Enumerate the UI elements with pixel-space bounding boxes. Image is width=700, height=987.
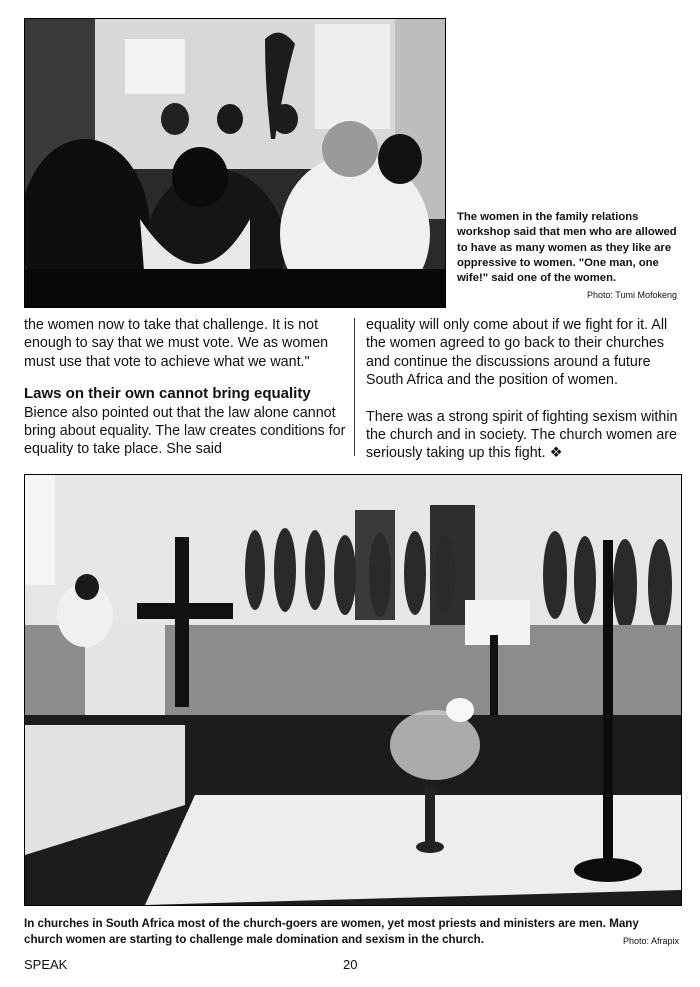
workshop-photo-credit: Photo: Tumi Mofokeng (586, 290, 677, 301)
church-photo-image (25, 475, 681, 905)
article-left-column (24, 316, 346, 459)
article-subheading: Laws on their own cannot bring equality (24, 385, 311, 403)
workshop-photo (24, 18, 446, 308)
right-paragraph-1: equality will only come about if we fight for it. All the women agreed to go back to their churches and continue the discussions around a future South Africa and the position of women. (366, 317, 668, 389)
right-paragraph-2: There was a strong spirit of fighting sexism within the church and in society. The church women are seriously taking up this fight. ❖ (366, 408, 678, 462)
workshop-photo-image (25, 19, 445, 307)
workshop-caption-text: The women in the family relations workshop said that men who are allowed to have as many women as they like are oppressive to women. "One man, one wife!" said one of the women. (457, 211, 677, 285)
column-divider (354, 318, 355, 456)
church-photo-credit: Photo: Afrapix (622, 935, 679, 946)
workshop-photo-caption (457, 210, 677, 304)
left-paragraph-2: Bience also pointed out that the law alone cannot bring about equality. The law creates conditions for equality to take place. She said (24, 404, 346, 458)
publication-name: SPEAK (24, 957, 68, 972)
church-photo (24, 474, 682, 906)
article-right-column (366, 316, 686, 463)
church-caption-text: In churches in South Africa most of the church-goers are women, yet most priests and ministers are men. Many church women are starting to challenge male domination and sexism in the church. (24, 917, 639, 946)
page-number: 20 (343, 957, 358, 972)
church-photo-caption (24, 916, 679, 949)
left-paragraph-1: the women now to take that challenge. It is not enough to say that we must vote. We as women must use that vote to achieve what we want." (24, 317, 329, 370)
